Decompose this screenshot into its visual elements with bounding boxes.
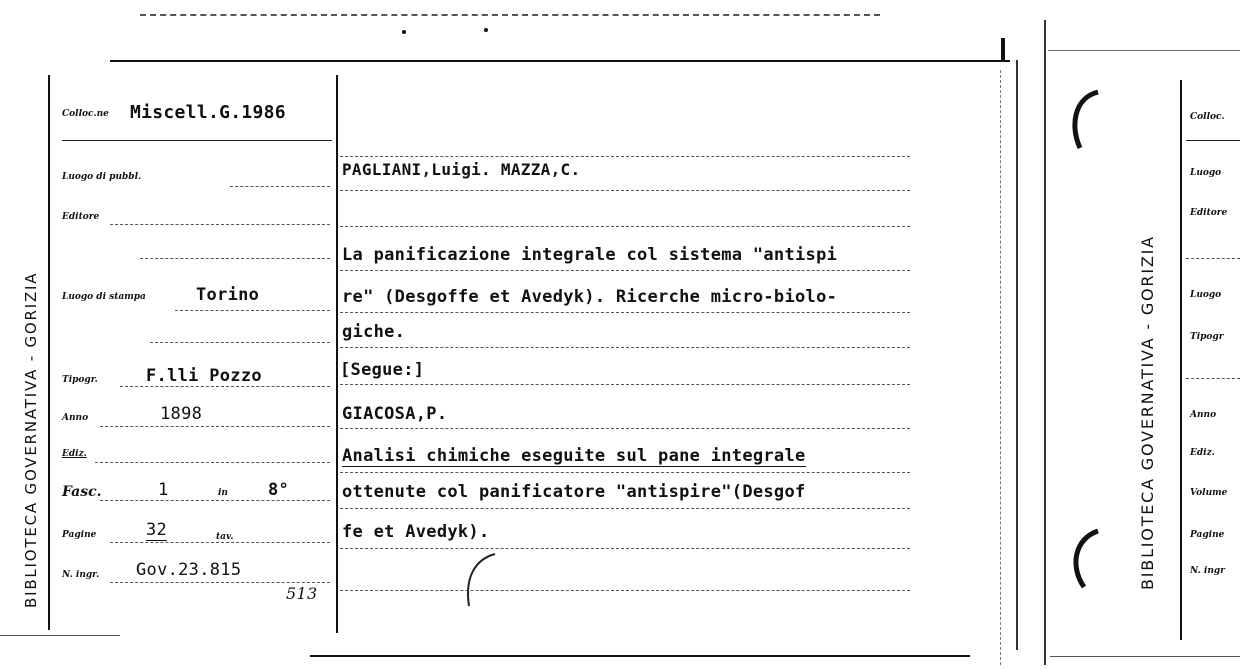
luogo-stampa-rule (175, 310, 330, 311)
library-stamp: BIBLIOTECA GOVERNATIVA - GORIZIA (22, 271, 40, 608)
title-line-3: giche. (342, 322, 406, 342)
ediz-label: Ediz. (62, 449, 87, 459)
luogo-pubbl-label: Luogo di pubbl. (62, 172, 142, 182)
left-card-border (48, 75, 50, 630)
entry-rule (340, 548, 910, 549)
middle-divider (336, 75, 338, 633)
rc-rule (1186, 378, 1240, 379)
rc-luogo-label: Luogo (1190, 168, 1222, 178)
rc-rule (1186, 258, 1240, 259)
luogo-stampa-value: Torino (196, 285, 260, 305)
anno-label: Anno (62, 413, 89, 423)
collocazione-label: Colloc.ne (62, 109, 109, 119)
entry-rule (340, 156, 910, 157)
entry-rule (340, 312, 910, 313)
rc-n-ingr-label: N. ingr (1190, 566, 1225, 576)
title2-line-2: ottenute col panificatore "antispire"(Desgof (342, 482, 806, 502)
rc-anno-label: Anno (1190, 410, 1217, 420)
right-separator (1044, 20, 1046, 665)
dot-mark (484, 28, 488, 32)
entry-rule (340, 590, 910, 591)
bottom-rule-right (1050, 656, 1240, 657)
bracket-mark (1060, 525, 1110, 595)
entry-rule (340, 472, 910, 473)
entry-rule (340, 508, 910, 509)
n-ingr-rule (110, 582, 330, 583)
collocazione-value: Miscell.G.1986 (130, 102, 286, 123)
rc-tipogr-label: Tipogr (1190, 332, 1224, 342)
entry-rule (340, 190, 910, 191)
bottom-rule (310, 655, 970, 657)
tipogr-value: F.lli Pozzo (146, 366, 262, 386)
rc-colloc-label: Colloc. (1190, 112, 1225, 122)
rc-volume-label: Volume (1190, 488, 1228, 498)
title2-line-1: Analisi chimiche eseguite sul pane integrale (342, 446, 806, 466)
blank-rule (140, 258, 330, 259)
bracket-mark (1060, 88, 1110, 158)
pagine-label: Pagine (62, 530, 97, 540)
entry-rule (340, 428, 910, 429)
entry-rule (340, 347, 910, 348)
perforation-strip (1000, 70, 1041, 665)
segue-note: [Segue:] (340, 360, 425, 380)
rc-ediz-label: Ediz. (1190, 448, 1215, 458)
rc-rule (1186, 140, 1240, 141)
tick-mark (1001, 38, 1005, 60)
n-ingr-label: N. ingr. (62, 570, 100, 580)
dot-mark (402, 30, 406, 34)
entry-rule (340, 226, 910, 227)
rc-editore-label: Editore (1190, 208, 1228, 218)
rc-luogo2-label: Luogo (1190, 290, 1222, 300)
tav-label: tav. (216, 532, 234, 542)
right-card-border (1180, 80, 1182, 640)
rc-pagine-label: Pagine (1190, 530, 1225, 540)
format-value: 8° (268, 480, 290, 500)
ediz-rule (95, 462, 330, 463)
extra-mark: 513 (286, 584, 318, 603)
title-line-1: La panificazione integrale col sistema "antispi (342, 245, 838, 265)
top-dashed-line (140, 14, 880, 16)
luogo-stampa-label: Luogo di stampa (62, 292, 146, 302)
n-ingr-value: Gov.23.815 (136, 560, 242, 580)
pagine-value: 32 (146, 520, 168, 540)
tipogr-label: Tipogr. (62, 375, 98, 385)
title-line-2: re" (Desgoffe et Avedyk). Ricerche micro-biolo- (342, 287, 838, 307)
tipogr-rule (120, 386, 330, 387)
library-stamp-second: BIBLIOTECA GOVERNATIVA - GORIZIA (1138, 235, 1157, 590)
fasc-label: Fasc. (62, 484, 102, 500)
editore-label: Editore (62, 212, 100, 222)
authors-line: PAGLIANI,Luigi. MAZZA,C. (342, 160, 581, 179)
pagine-rule (110, 542, 330, 543)
fasc-value: 1 (158, 480, 169, 500)
author2-line: GIACOSA,P. (342, 404, 448, 424)
top-rule-right (1048, 50, 1240, 51)
in-label: in (218, 488, 228, 498)
entry-rule (340, 384, 910, 385)
blank-rule (150, 342, 330, 343)
colloc-rule (62, 140, 332, 141)
fasc-rule (100, 500, 330, 501)
editore-rule (110, 224, 330, 225)
top-rule (110, 60, 1010, 62)
pencil-curve-mark (455, 550, 505, 610)
title2-line-3: fe et Avedyk). (342, 522, 490, 542)
bottom-rule (0, 635, 120, 636)
anno-value: 1898 (160, 404, 203, 424)
anno-rule (100, 426, 330, 427)
luogo-pubbl-rule (230, 186, 330, 187)
entry-rule (340, 270, 910, 271)
